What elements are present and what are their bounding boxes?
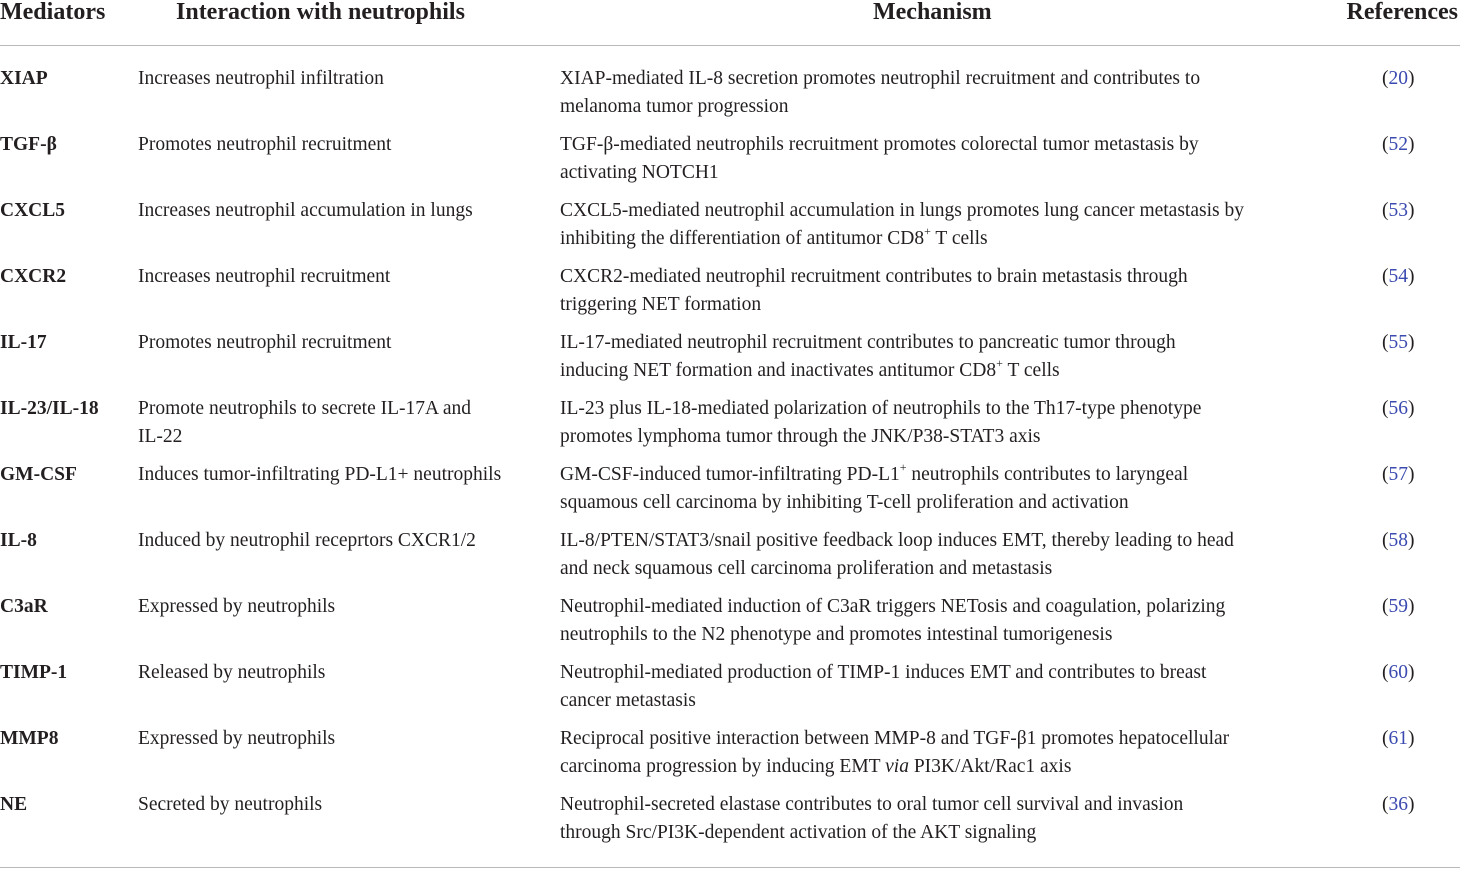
reference-link[interactable]: 61 [1388,728,1408,749]
mediator-cell: CXCL5 [0,200,66,221]
mechanism-text: PI3K/Akt/Rac1 axis [908,756,1072,777]
paren-close: ) [1408,398,1415,419]
mechanism-line: through Src/PI3K-dependent activation of the AKT signaling [560,822,1037,843]
reference-cell [1382,527,1422,555]
mechanism-line: Neutrophil-mediated induction of C3aR triggers NETosis and coagulation, polarizing [560,596,1226,617]
table-row [0,65,1460,131]
paren-close: ) [1408,596,1415,617]
paren-open: ( [1382,530,1389,551]
paren-open: ( [1382,68,1389,89]
header-mediators: Mediators [0,0,106,25]
paren-close: ) [1408,266,1415,287]
interaction-cell: Induces tumor-infiltrating PD-L1+ neutrophils [138,464,502,485]
mediator-cell: CXCR2 [0,266,67,287]
mechanism-line: CXCL5-mediated neutrophil accumulation in lungs promotes lung cancer metastasis by [560,200,1244,221]
mechanism-cell [560,329,1330,385]
mechanism-line: triggering NET formation [560,294,762,315]
reference-cell [1382,659,1422,687]
paren-open: ( [1382,398,1389,419]
mechanism-text: GM-CSF-induced tumor-infiltrating PD-L1 [560,464,900,485]
paren-open: ( [1382,134,1389,155]
mechanism-cell [560,263,1330,319]
mechanism-line: XIAP-mediated IL-8 secretion promotes neutrophil recruitment and contributes to [560,68,1201,89]
reference-link[interactable]: 56 [1388,398,1408,419]
mediator-cell: IL-17 [0,332,47,353]
interaction-line: Promote neutrophils to secrete IL-17A and [138,398,472,419]
mechanism-text: inhibiting the differentiation of antitumor CD8 [560,228,925,249]
mechanism-line: melanoma tumor progression [560,96,789,117]
header-mechanism: Mechanism [873,0,992,25]
reference-cell [1382,65,1422,93]
mechanism-line: promotes lymphoma tumor through the JNK/P38-STAT3 axis [560,426,1041,447]
mechanism-cell [560,527,1330,583]
mechanism-line: IL-8/PTEN/STAT3/snail positive feedback loop induces EMT, thereby leading to head [560,530,1234,551]
mechanism-line: Neutrophil-secreted elastase contributes to oral tumor cell survival and invasion [560,794,1184,815]
mediator-cell: MMP8 [0,728,59,749]
reference-link[interactable]: 53 [1388,200,1408,221]
superscript: + [996,355,1003,370]
reference-link[interactable]: 60 [1388,662,1408,683]
table-row [0,791,1460,857]
table-row [0,659,1460,725]
mechanism-cell [560,725,1330,781]
mechanism-line: activating NOTCH1 [560,162,719,183]
mechanism-line: IL-17-mediated neutrophil recruitment contributes to pancreatic tumor through [560,332,1176,353]
reference-cell [1382,725,1422,753]
mechanism-line: CXCR2-mediated neutrophil recruitment contributes to brain metastasis through [560,266,1188,287]
interaction-cell: Expressed by neutrophils [138,728,336,749]
paren-open: ( [1382,596,1389,617]
table-row [0,329,1460,395]
table-row [0,527,1460,593]
superscript: + [899,459,907,474]
paren-open: ( [1382,266,1389,287]
mechanism-line: Neutrophil-mediated production of TIMP-1 induces EMT and contributes to breast [560,662,1207,683]
reference-cell [1382,197,1422,225]
table-row [0,395,1460,461]
mechanism-cell [560,791,1330,847]
reference-cell [1382,131,1422,159]
reference-link[interactable]: 55 [1388,332,1408,353]
mechanism-text: neutrophils contributes to laryngeal [906,464,1189,485]
table-row [0,593,1460,659]
reference-link[interactable]: 57 [1388,464,1408,485]
paren-open: ( [1382,662,1389,683]
reference-cell [1382,461,1422,489]
mechanism-cell [560,461,1330,517]
table-row [0,131,1460,197]
mechanism-text: T cells [930,228,988,249]
superscript: + [924,223,931,238]
mechanism-line: IL-23 plus IL-18-mediated polarization of neutrophils to the Th17-type phenotype [560,398,1202,419]
footer-rule [0,867,1460,868]
reference-cell [1382,263,1422,291]
paren-open: ( [1382,200,1389,221]
reference-cell [1382,395,1422,423]
mechanism-line: TGF-β-mediated neutrophils recruitment promotes colorectal tumor metastasis by [560,134,1199,155]
interaction-cell: Secreted by neutrophils [138,794,323,815]
reference-cell [1382,791,1422,819]
mechanism-line: neutrophils to the N2 phenotype and promotes intestinal tumorigenesis [560,624,1113,645]
mechanism-line [560,756,1071,777]
reference-link[interactable]: 52 [1388,134,1408,155]
interaction-cell: Increases neutrophil accumulation in lungs [138,200,473,221]
reference-link[interactable]: 20 [1388,68,1408,89]
mediator-cell: TGF-β [0,134,57,155]
mechanism-line: Reciprocal positive interaction between MMP-8 and TGF-β1 promotes hepatocellular [560,728,1230,749]
interaction-cell: Expressed by neutrophils [138,596,336,617]
mediator-cell: IL-23/IL-18 [0,398,99,419]
mechanism-cell [560,131,1330,187]
mediator-cell: C3aR [0,596,48,617]
header-references: References [1346,0,1458,25]
table-row [0,725,1460,791]
paren-close: ) [1408,728,1415,749]
interaction-cell: Released by neutrophils [138,662,326,683]
paren-close: ) [1408,200,1415,221]
paren-close: ) [1408,794,1415,815]
reference-link[interactable]: 58 [1388,530,1408,551]
table-row [0,461,1460,527]
italic-text: via [885,756,909,777]
reference-link[interactable]: 54 [1388,266,1408,287]
interaction-line: IL-22 [138,426,183,447]
mechanism-cell [560,659,1330,715]
paren-close: ) [1408,530,1415,551]
paren-close: ) [1408,68,1415,89]
table-row [0,263,1460,329]
reference-cell [1382,593,1422,621]
mechanism-cell [560,197,1330,253]
paren-open: ( [1382,794,1389,815]
mechanism-text: carcinoma progression by inducing EMT [560,756,886,777]
mechanism-line [560,459,1189,485]
interaction-cell: Increases neutrophil infiltration [138,68,384,89]
header-rule [0,45,1460,46]
mediator-cell: IL-8 [0,530,37,551]
mechanism-cell [560,65,1330,121]
mechanism-text: inducing NET formation and inactivates antitumor CD8 [560,360,997,381]
mediator-cell: TIMP-1 [0,662,68,683]
mediator-cell: GM-CSF [0,464,77,485]
interaction-cell: Induced by neutrophil receprtors CXCR1/2 [138,530,476,551]
reference-cell [1382,329,1422,357]
mechanism-cell [560,593,1330,649]
interaction-cell: Promotes neutrophil recruitment [138,332,392,353]
paren-open: ( [1382,728,1389,749]
paren-close: ) [1408,662,1415,683]
mechanism-text: T cells [1002,360,1060,381]
paren-open: ( [1382,464,1389,485]
interaction-cell: Promotes neutrophil recruitment [138,134,392,155]
mechanism-line: and neck squamous cell carcinoma proliferation and metastasis [560,558,1053,579]
table-row [0,197,1460,263]
paren-close: ) [1408,332,1415,353]
header-interaction: Interaction with neutrophils [176,0,465,25]
mediator-cell: XIAP [0,68,48,89]
reference-link[interactable]: 59 [1388,596,1408,617]
reference-link[interactable]: 36 [1388,794,1408,815]
mechanism-line: squamous cell carcinoma by inhibiting T-cell proliferation and activation [560,492,1129,513]
paren-close: ) [1408,134,1415,155]
mechanism-line: cancer metastasis [560,690,696,711]
mechanism-line [560,223,988,249]
interaction-cell [138,395,548,451]
mechanism-line [560,355,1060,381]
mechanism-cell [560,395,1330,451]
paren-open: ( [1382,332,1389,353]
mediator-cell: NE [0,794,28,815]
interaction-cell: Increases neutrophil recruitment [138,266,391,287]
paren-close: ) [1408,464,1415,485]
